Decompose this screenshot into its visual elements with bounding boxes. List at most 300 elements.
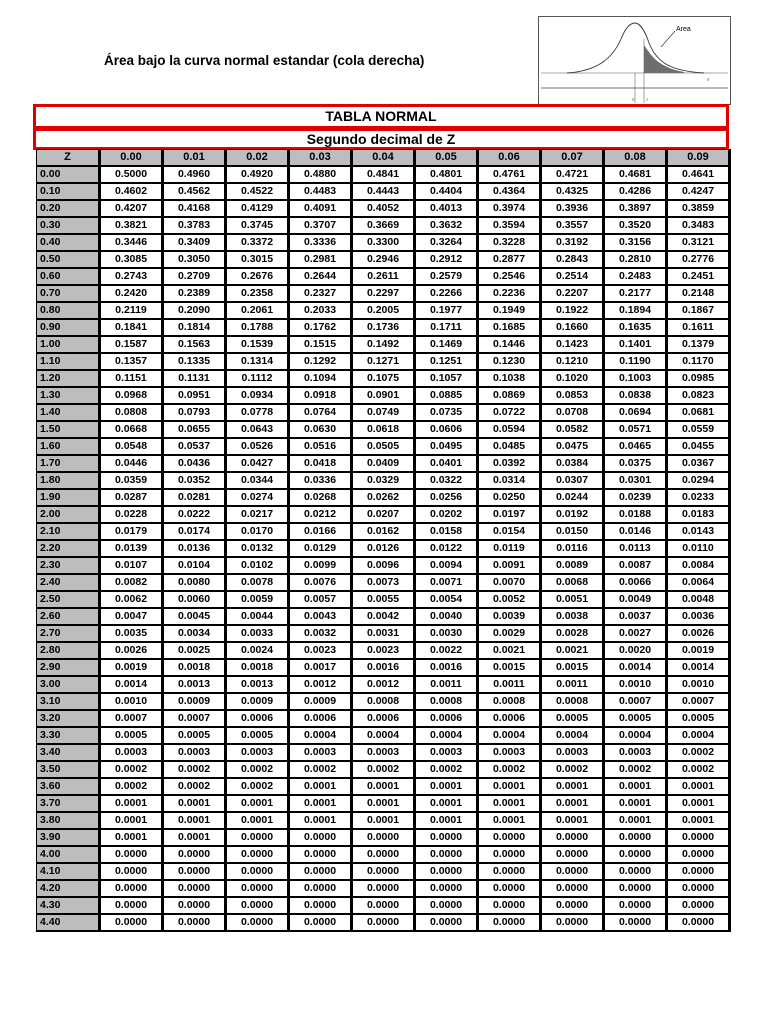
probability-cell: 0.0000: [667, 880, 730, 897]
probability-cell: 0.0006: [352, 710, 415, 727]
probability-cell: 0.0002: [163, 761, 226, 778]
probability-cell: 0.0475: [541, 438, 604, 455]
probability-cell: 0.0192: [541, 506, 604, 523]
probability-cell: 0.0174: [163, 523, 226, 540]
probability-cell: 0.0001: [289, 812, 352, 829]
probability-cell: 0.0336: [289, 472, 352, 489]
probability-cell: 0.3936: [541, 200, 604, 217]
probability-cell: 0.2005: [352, 302, 415, 319]
probability-cell: 0.0000: [289, 829, 352, 846]
probability-cell: 0.0001: [604, 812, 667, 829]
column-header: 0.04: [352, 150, 415, 167]
probability-cell: 0.0044: [226, 608, 289, 625]
probability-cell: 0.3372: [226, 234, 289, 251]
table-row: [37, 506, 730, 523]
probability-cell: 0.0228: [100, 506, 163, 523]
probability-cell: 0.0048: [667, 591, 730, 608]
probability-cell: 0.0005: [604, 710, 667, 727]
probability-cell: 0.1977: [415, 302, 478, 319]
probability-cell: 0.1563: [163, 336, 226, 353]
table-row: [37, 761, 730, 778]
z-value-cell: 4.20: [37, 880, 100, 897]
probability-cell: 0.0244: [541, 489, 604, 506]
table-row: [37, 914, 730, 931]
probability-cell: 0.0000: [226, 863, 289, 880]
z-value-cell: 2.70: [37, 625, 100, 642]
probability-cell: 0.0158: [415, 523, 478, 540]
probability-cell: 0.0322: [415, 472, 478, 489]
probability-cell: 0.0030: [415, 625, 478, 642]
table-row: [37, 659, 730, 676]
probability-cell: 0.1894: [604, 302, 667, 319]
probability-cell: 0.0005: [226, 727, 289, 744]
probability-cell: 0.0068: [541, 574, 604, 591]
table-row: [37, 472, 730, 489]
page-title: Área bajo la curva normal estandar (cola derecha): [104, 53, 425, 68]
probability-cell: 0.0001: [100, 829, 163, 846]
probability-cell: 0.0000: [478, 829, 541, 846]
table-row: [37, 897, 730, 914]
probability-cell: 0.0268: [289, 489, 352, 506]
probability-cell: 0.0002: [667, 761, 730, 778]
probability-cell: 0.0002: [226, 761, 289, 778]
probability-cell: 0.0000: [478, 897, 541, 914]
probability-cell: 0.2810: [604, 251, 667, 268]
probability-cell: 0.0000: [415, 829, 478, 846]
probability-cell: 0.0024: [226, 642, 289, 659]
probability-cell: 0.0001: [415, 812, 478, 829]
probability-cell: 0.1151: [100, 370, 163, 387]
area-label: Area: [676, 26, 691, 33]
probability-cell: 0.3974: [478, 200, 541, 217]
probability-cell: 0.1003: [604, 370, 667, 387]
probability-cell: 0.0139: [100, 540, 163, 557]
probability-cell: 0.0655: [163, 421, 226, 438]
probability-cell: 0.0294: [667, 472, 730, 489]
probability-cell: 0.0003: [415, 744, 478, 761]
probability-cell: 0.2119: [100, 302, 163, 319]
probability-cell: 0.0001: [415, 778, 478, 795]
z-value-cell: 2.10: [37, 523, 100, 540]
probability-cell: 0.1949: [478, 302, 541, 319]
probability-cell: 0.0073: [352, 574, 415, 591]
probability-cell: 0.4404: [415, 183, 478, 200]
probability-cell: 0.2644: [289, 268, 352, 285]
probability-cell: 0.0110: [667, 540, 730, 557]
normal-curve-icon: [539, 17, 730, 104]
probability-cell: 0.0436: [163, 455, 226, 472]
probability-cell: 0.3897: [604, 200, 667, 217]
probability-cell: 0.1711: [415, 319, 478, 336]
z-value-cell: 4.10: [37, 863, 100, 880]
table-row: [37, 421, 730, 438]
probability-cell: 0.0023: [289, 642, 352, 659]
probability-cell: 0.0618: [352, 421, 415, 438]
table-row: [37, 353, 730, 370]
probability-cell: 0.0015: [478, 659, 541, 676]
probability-cell: 0.2946: [352, 251, 415, 268]
probability-cell: 0.4880: [289, 166, 352, 183]
probability-cell: 0.0099: [289, 557, 352, 574]
probability-cell: 0.0002: [226, 778, 289, 795]
probability-cell: 0.0222: [163, 506, 226, 523]
probability-cell: 0.0418: [289, 455, 352, 472]
table-row: [37, 540, 730, 557]
probability-cell: 0.3483: [667, 217, 730, 234]
probability-cell: 0.0233: [667, 489, 730, 506]
table-row: [37, 438, 730, 455]
column-header: 0.07: [541, 150, 604, 167]
probability-cell: 0.1539: [226, 336, 289, 353]
probability-cell: 0.1292: [289, 353, 352, 370]
probability-cell: 0.0060: [163, 591, 226, 608]
probability-cell: 0.0014: [604, 659, 667, 676]
z-value-cell: 3.40: [37, 744, 100, 761]
probability-cell: 0.1492: [352, 336, 415, 353]
probability-cell: 0.1423: [541, 336, 604, 353]
z-value-cell: 0.40: [37, 234, 100, 251]
z-value-cell: 0.20: [37, 200, 100, 217]
probability-cell: 0.3300: [352, 234, 415, 251]
probability-cell: 0.0003: [163, 744, 226, 761]
probability-cell: 0.1788: [226, 319, 289, 336]
z-value-cell: 3.10: [37, 693, 100, 710]
probability-cell: 0.0951: [163, 387, 226, 404]
probability-cell: 0.0384: [541, 455, 604, 472]
probability-cell: 0.2843: [541, 251, 604, 268]
probability-cell: 0.0901: [352, 387, 415, 404]
probability-cell: 0.0001: [163, 829, 226, 846]
probability-cell: 0.0025: [163, 642, 226, 659]
z-value-cell: 1.00: [37, 336, 100, 353]
probability-cell: 0.0885: [415, 387, 478, 404]
z-value-cell: 1.60: [37, 438, 100, 455]
probability-cell: 0.2207: [541, 285, 604, 302]
probability-cell: 0.0002: [352, 761, 415, 778]
table-subtitle: Segundo decimal de Z: [33, 128, 729, 150]
table-row: [37, 268, 730, 285]
probability-cell: 0.0001: [478, 795, 541, 812]
probability-cell: 0.0000: [352, 880, 415, 897]
z-value-cell: 1.80: [37, 472, 100, 489]
z-value-cell: 0.10: [37, 183, 100, 200]
probability-cell: 0.2389: [163, 285, 226, 302]
probability-cell: 0.0004: [541, 727, 604, 744]
table-row: [37, 608, 730, 625]
probability-cell: 0.2236: [478, 285, 541, 302]
probability-cell: 0.3446: [100, 234, 163, 251]
z-value-cell: 3.30: [37, 727, 100, 744]
probability-cell: 0.0000: [163, 880, 226, 897]
probability-cell: 0.0301: [604, 472, 667, 489]
probability-cell: 0.0004: [415, 727, 478, 744]
table-body: [37, 166, 730, 931]
probability-cell: 0.0001: [289, 778, 352, 795]
probability-cell: 0.3085: [100, 251, 163, 268]
probability-cell: 0.0401: [415, 455, 478, 472]
probability-cell: 0.1094: [289, 370, 352, 387]
probability-cell: 0.0001: [541, 778, 604, 795]
probability-cell: 0.0080: [163, 574, 226, 591]
probability-cell: 0.0003: [352, 744, 415, 761]
probability-cell: 0.3228: [478, 234, 541, 251]
probability-cell: 0.0166: [289, 523, 352, 540]
probability-cell: 0.0968: [100, 387, 163, 404]
probability-cell: 0.1251: [415, 353, 478, 370]
probability-cell: 0.1271: [352, 353, 415, 370]
z-value-cell: 3.50: [37, 761, 100, 778]
probability-cell: 0.0003: [541, 744, 604, 761]
probability-cell: 0.1446: [478, 336, 541, 353]
probability-cell: 0.0000: [100, 863, 163, 880]
z-value-cell: 2.60: [37, 608, 100, 625]
probability-cell: 0.0000: [415, 897, 478, 914]
probability-cell: 0.0033: [226, 625, 289, 642]
probability-cell: 0.0055: [352, 591, 415, 608]
probability-cell: 0.0000: [541, 846, 604, 863]
column-header-z: Z: [37, 150, 100, 167]
probability-cell: 0.0668: [100, 421, 163, 438]
probability-cell: 0.0239: [604, 489, 667, 506]
probability-cell: 0.0000: [289, 863, 352, 880]
probability-cell: 0.0823: [667, 387, 730, 404]
probability-cell: 0.0000: [415, 846, 478, 863]
probability-cell: 0.1515: [289, 336, 352, 353]
probability-cell: 0.4602: [100, 183, 163, 200]
probability-cell: 0.0359: [100, 472, 163, 489]
probability-cell: 0.0003: [100, 744, 163, 761]
probability-cell: 0.0002: [604, 761, 667, 778]
probability-cell: 0.0375: [604, 455, 667, 472]
probability-cell: 0.0000: [667, 829, 730, 846]
z-label: z: [646, 97, 649, 102]
z-value-cell: 3.70: [37, 795, 100, 812]
table-row: [37, 846, 730, 863]
z-value-cell: 4.30: [37, 897, 100, 914]
z-value-cell: 3.90: [37, 829, 100, 846]
probability-cell: 0.0287: [100, 489, 163, 506]
probability-cell: 0.0051: [541, 591, 604, 608]
probability-cell: 0.1335: [163, 353, 226, 370]
table-row: [37, 387, 730, 404]
probability-cell: 0.3594: [478, 217, 541, 234]
probability-cell: 0.2743: [100, 268, 163, 285]
probability-cell: 0.0070: [478, 574, 541, 591]
probability-cell: 0.0122: [415, 540, 478, 557]
probability-cell: 0.0004: [289, 727, 352, 744]
probability-cell: 0.2611: [352, 268, 415, 285]
probability-cell: 0.0002: [541, 761, 604, 778]
table-row: [37, 642, 730, 659]
probability-cell: 0.0918: [289, 387, 352, 404]
probability-cell: 0.3632: [415, 217, 478, 234]
probability-cell: 0.0002: [163, 778, 226, 795]
probability-cell: 0.0052: [478, 591, 541, 608]
table-row: [37, 795, 730, 812]
probability-cell: 0.0021: [478, 642, 541, 659]
probability-cell: 0.0102: [226, 557, 289, 574]
probability-cell: 0.4721: [541, 166, 604, 183]
table-row: [37, 880, 730, 897]
probability-cell: 0.0001: [667, 795, 730, 812]
probability-cell: 0.0446: [100, 455, 163, 472]
probability-cell: 0.1190: [604, 353, 667, 370]
probability-cell: 0.0049: [604, 591, 667, 608]
probability-cell: 0.3557: [541, 217, 604, 234]
probability-cell: 0.2090: [163, 302, 226, 319]
probability-cell: 0.0212: [289, 506, 352, 523]
probability-cell: 0.2297: [352, 285, 415, 302]
probability-cell: 0.2676: [226, 268, 289, 285]
probability-cell: 0.1314: [226, 353, 289, 370]
z-value-cell: 1.90: [37, 489, 100, 506]
probability-cell: 0.1379: [667, 336, 730, 353]
probability-cell: 0.0036: [667, 608, 730, 625]
probability-cell: 0.0011: [541, 676, 604, 693]
z-value-cell: 3.60: [37, 778, 100, 795]
z-value-cell: 0.00: [37, 166, 100, 183]
probability-cell: 0.2327: [289, 285, 352, 302]
probability-cell: 0.0000: [604, 829, 667, 846]
z-value-cell: 0.80: [37, 302, 100, 319]
probability-cell: 0.0000: [604, 897, 667, 914]
table-row: [37, 574, 730, 591]
probability-cell: 0.0057: [289, 591, 352, 608]
probability-cell: 0.0000: [541, 863, 604, 880]
probability-cell: 0.0985: [667, 370, 730, 387]
probability-cell: 0.0001: [667, 812, 730, 829]
probability-cell: 0.0643: [226, 421, 289, 438]
probability-cell: 0.0001: [667, 778, 730, 795]
probability-cell: 0.0000: [478, 880, 541, 897]
probability-cell: 0.0749: [352, 404, 415, 421]
z-value-cell: 3.80: [37, 812, 100, 829]
probability-cell: 0.0630: [289, 421, 352, 438]
probability-cell: 0.0026: [100, 642, 163, 659]
probability-cell: 0.0001: [100, 795, 163, 812]
probability-cell: 0.0344: [226, 472, 289, 489]
probability-cell: 0.0455: [667, 438, 730, 455]
table-row: [37, 557, 730, 574]
probability-cell: 0.0018: [163, 659, 226, 676]
probability-cell: 0.0495: [415, 438, 478, 455]
probability-cell: 0.0000: [100, 914, 163, 931]
probability-cell: 0.3121: [667, 234, 730, 251]
probability-cell: 0.0170: [226, 523, 289, 540]
z-value-cell: 0.30: [37, 217, 100, 234]
probability-cell: 0.0526: [226, 438, 289, 455]
probability-cell: 0.0000: [226, 880, 289, 897]
column-header: 0.01: [163, 150, 226, 167]
probability-cell: 0.0043: [289, 608, 352, 625]
probability-cell: 0.0735: [415, 404, 478, 421]
probability-cell: 0.0000: [541, 880, 604, 897]
probability-cell: 0.0000: [541, 829, 604, 846]
probability-cell: 0.1038: [478, 370, 541, 387]
probability-cell: 0.0793: [163, 404, 226, 421]
probability-cell: 0.1922: [541, 302, 604, 319]
probability-cell: 0.0000: [289, 897, 352, 914]
probability-cell: 0.0020: [604, 642, 667, 659]
probability-cell: 0.0005: [541, 710, 604, 727]
probability-cell: 0.3264: [415, 234, 478, 251]
probability-cell: 0.0000: [604, 863, 667, 880]
probability-cell: 0.0066: [604, 574, 667, 591]
probability-cell: 0.0027: [604, 625, 667, 642]
probability-cell: 0.0778: [226, 404, 289, 421]
probability-cell: 0.1736: [352, 319, 415, 336]
probability-cell: 0.0154: [478, 523, 541, 540]
z-value-cell: 2.90: [37, 659, 100, 676]
probability-cell: 0.0010: [604, 676, 667, 693]
header-row: [37, 150, 730, 167]
probability-cell: 0.0000: [415, 880, 478, 897]
probability-cell: 0.1660: [541, 319, 604, 336]
probability-cell: 0.0001: [163, 795, 226, 812]
table-row: [37, 370, 730, 387]
probability-cell: 0.0537: [163, 438, 226, 455]
probability-cell: 0.0047: [100, 608, 163, 625]
normal-curve-figure: [538, 16, 731, 105]
probability-cell: 0.3707: [289, 217, 352, 234]
probability-cell: 0.0037: [604, 608, 667, 625]
probability-cell: 0.1112: [226, 370, 289, 387]
probability-cell: 0.3015: [226, 251, 289, 268]
probability-cell: 0.0034: [163, 625, 226, 642]
probability-cell: 0.0681: [667, 404, 730, 421]
probability-cell: 0.4286: [604, 183, 667, 200]
probability-cell: 0.0808: [100, 404, 163, 421]
probability-cell: 0.0076: [289, 574, 352, 591]
probability-cell: 0.0162: [352, 523, 415, 540]
probability-cell: 0.0000: [163, 846, 226, 863]
probability-cell: 0.0009: [226, 693, 289, 710]
probability-cell: 0.0001: [226, 812, 289, 829]
probability-cell: 0.0091: [478, 557, 541, 574]
probability-cell: 0.0059: [226, 591, 289, 608]
probability-cell: 0.0000: [352, 829, 415, 846]
probability-cell: 0.0000: [604, 880, 667, 897]
probability-cell: 0.4168: [163, 200, 226, 217]
area-pointer: [661, 31, 675, 47]
probability-cell: 0.2877: [478, 251, 541, 268]
probability-cell: 0.0032: [289, 625, 352, 642]
probability-cell: 0.4801: [415, 166, 478, 183]
probability-cell: 0.3783: [163, 217, 226, 234]
probability-cell: 0.0001: [604, 778, 667, 795]
probability-cell: 0.0004: [604, 727, 667, 744]
probability-cell: 0.0013: [163, 676, 226, 693]
probability-cell: 0.0000: [352, 846, 415, 863]
probability-cell: 0.0045: [163, 608, 226, 625]
probability-cell: 0.0054: [415, 591, 478, 608]
probability-cell: 0.0019: [100, 659, 163, 676]
probability-cell: 0.0011: [415, 676, 478, 693]
probability-cell: 0.0001: [415, 795, 478, 812]
probability-cell: 0.0031: [352, 625, 415, 642]
probability-cell: 0.0000: [415, 914, 478, 931]
probability-cell: 0.0007: [667, 693, 730, 710]
probability-cell: 0.3520: [604, 217, 667, 234]
table-row: [37, 523, 730, 540]
probability-cell: 0.0000: [100, 897, 163, 914]
z-value-cell: 0.50: [37, 251, 100, 268]
probability-cell: 0.0006: [226, 710, 289, 727]
probability-cell: 0.0869: [478, 387, 541, 404]
table-row: [37, 404, 730, 421]
probability-cell: 0.1170: [667, 353, 730, 370]
probability-cell: 0.0001: [289, 795, 352, 812]
